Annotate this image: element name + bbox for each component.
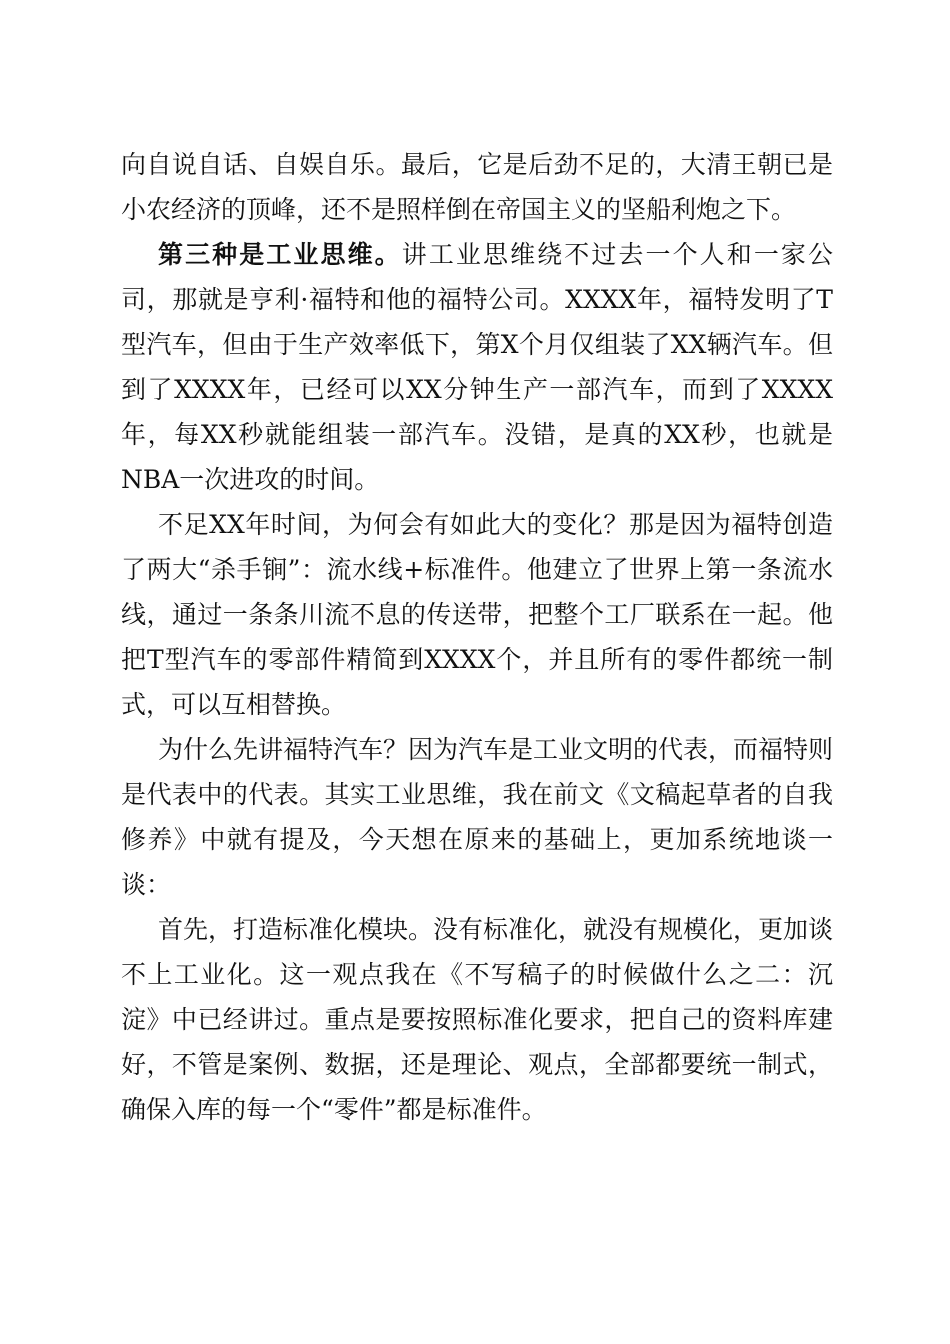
document-page <box>121 142 833 1132</box>
paragraph-continuation: 向自说自话、自娱自乐。最后，它是后劲不足的，大清王朝已是小农经济的顶峰，还不是照样倒在帝国主义的坚船利炮之下。 <box>121 150 833 224</box>
paragraph-text: 讲工业思维绕不过去一个人和一家公司，那就是亨利·福特和他的福特公司。XXXX年，福特发明了T型汽车，但由于生产效率低下，第X个月仅组装了XX辆汽车。但到了XXXX年，已经可以XX分钟生产一部汽车，而到了XXXX年，每XX秒就能组装一部汽车。没错，是真的XX秒，也就是NBA一次进攻的时间。 <box>121 240 833 494</box>
paragraph-why-ford: 为什么先讲福特汽车？因为汽车是工业文明的代表，而福特则是代表中的代表。其实工业思维，我在前文《文稿起草者的自我修养》中就有提及，今天想在原来的基础上，更加系统地谈一谈： <box>121 735 834 899</box>
paragraph-assembly-line: 不足XX年时间，为何会有如此大的变化？那是因为福特创造了两大“杀手锏”：流水线+标准件。他建立了世界上第一条流水线，通过一条条川流不息的传送带，把整个工厂联系在一起。他把T型汽车的零部件精简到XXXX个，并且所有的零件都统一制式，可以互相替换。 <box>121 510 833 719</box>
section-lead-heading: 第三种是工业思维。 <box>158 240 402 269</box>
paragraph-standardization: 首先，打造标准化模块。没有标准化，就没有规模化，更加谈不上工业化。这一观点我在《不写稿子的时候做什么之二：沉淀》中已经讲过。重点是要按照标准化要求，把自己的资料库建好，不管是案例、数据，还是理论、观点，全部都要统一制式，确保入库的每一个“零件”都是标准件。 <box>121 915 834 1124</box>
paragraph-industrial-thinking <box>121 232 833 502</box>
